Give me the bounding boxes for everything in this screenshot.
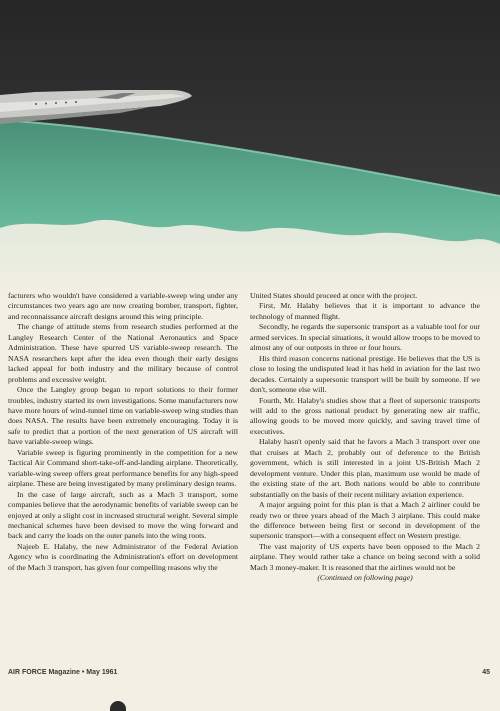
magazine-footer: AIR FORCE Magazine • May 1961 xyxy=(8,669,118,676)
paragraph: Once the Langley group began to report solutions to their former troubles, industry started its own investigations. Some manufacturers now have more hours of wind-tunnel time on variable-sweep wing studies than does NASA. The results have been extremely encouraging. Today it is safe to predict that a portion of the next generation of US aircraft will have variable-sweep wings. xyxy=(8,385,238,447)
aircraft-over-earth-illustration xyxy=(0,0,500,300)
paragraph: Secondly, he regards the supersonic transport as a valuable tool for our armed services. In special situations, it would allow troops to be moved to almost any of our outposts in three or four hours. xyxy=(250,322,480,353)
paragraph: First, Mr. Halaby believes that it is important to advance the technology of manned flight. xyxy=(250,301,480,321)
paragraph: His third reason concerns national prestige. He believes that the US is close to losing the undisputed lead it has held in aviation for the last two decades. Certainly a supersonic transport will be built by someone. If we don't, someone else will. xyxy=(250,353,480,395)
continued-note: (Continued on following page) xyxy=(317,573,413,583)
page-footer xyxy=(8,669,490,681)
article-right-column xyxy=(250,291,480,584)
paragraph: Fourth, Mr. Halaby's studies show that a fleet of supersonic transports will add to the gross national product by generating new air traffic, allowing goods to be moved more quickly, and saving travel time of executives. xyxy=(250,395,480,436)
paragraph: Najeeb E. Halaby, the new Administrator of the Federal Aviation Agency who is coordinating the Administration's effort on development of the Mach 3 transport, has given four compelling reasons why the xyxy=(8,541,238,572)
paragraph: United States should proceed at once with the project. xyxy=(250,291,418,300)
paragraph: The change of attitude stems from research studies performed at the Langley Research Center of the National Aeronautics and Space Administration. These have spurred US variable-sweep research. The NASA researchers kept after the idea even though their early designs lacked appeal for both industry and the military because of control problems and excessive weight. xyxy=(8,322,238,384)
paragraph: Variable sweep is figuring prominently in the competition for a new Tactical Air Command short-take-off-and-landing airplane. Theoretically, variable-wing sweep offers great performance benefits for any high-speed airplane. These are being investigated by many preliminary design teams. xyxy=(8,447,238,489)
binding-mark xyxy=(110,701,126,711)
article-left-column xyxy=(8,291,238,573)
paragraph: The vast majority of US experts have been opposed to the Mach 2 airplane. They would rather take a chance on being second with a solid Mach 3 money-maker. It is reasoned that the airlines would not be xyxy=(250,541,480,572)
paragraph: A major arguing point for this plan is that a Mach 2 airliner could be ready two or three years ahead of the Mach 3 airplane. This could make the difference between being first or second in development of the supersonic transport—with a consequent effect on Western prestige. xyxy=(250,500,480,541)
paragraph: Halaby hasn't openly said that he favors a Mach 3 transport over one that cruises at Mach 2, probably out of deference to the British government, which is still interested in a joint US-British Mach 2 development venture. Under this plan, maximum use would be made of the existing state of the art. Both nations would be able to contribute substantially on the basis of their recent military aviation experience. xyxy=(250,437,480,499)
page-number: 45 xyxy=(482,669,490,676)
paragraph: In the case of large aircraft, such as a Mach 3 transport, some companies believe that the aerodynamic benefits of variable sweep can be enjoyed at only a slight cost in increased structural weight. Several simple mechanical schemes have been devised to move the wing forward and back and carry the loads on the outer panels into the wing roots. xyxy=(8,489,238,541)
paragraph: facturers who wouldn't have considered a variable-sweep wing under any circumstances two years ago are now creating bomber, transport, fighter, and reconnaissance aircraft designs around this wing principle. xyxy=(8,291,238,321)
